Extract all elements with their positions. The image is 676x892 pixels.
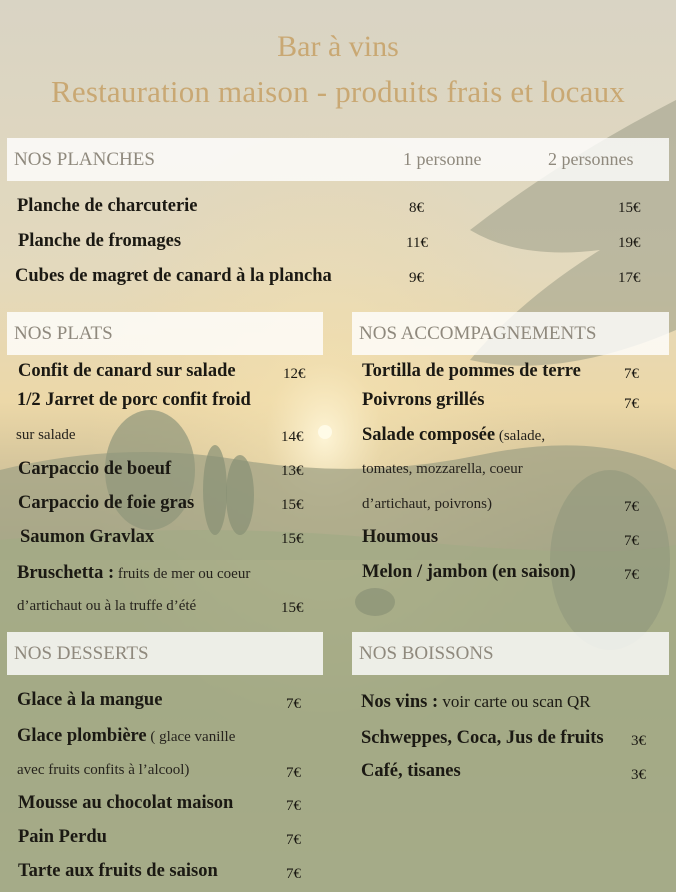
section-header-accompagnements <box>352 312 669 355</box>
glace-plombiere-price: 7€ <box>286 765 301 781</box>
tarte-fruits-price: 7€ <box>286 866 301 882</box>
page-subtitle: Restauration maison - produits frais et locaux <box>51 74 625 109</box>
jarret-porc-price: 14€ <box>281 429 304 445</box>
softs-price: 3€ <box>631 733 646 749</box>
tarte-fruits: Tarte aux fruits de saison <box>18 861 218 881</box>
planche-fromages-price-2: 19€ <box>618 235 641 251</box>
section-title-planches: NOS PLANCHES <box>14 149 155 170</box>
jarret-porc: 1/2 Jarret de porc confit froid <box>17 390 251 410</box>
planche-charcuterie: Planche de charcuterie <box>17 196 198 216</box>
cafe-tisanes-price: 3€ <box>631 767 646 783</box>
glace-plombiere-name: Glace plombière <box>17 726 147 746</box>
salade-composee-continued-1: tomates, mozzarella, coeur <box>362 461 523 477</box>
tortilla-price: 7€ <box>624 366 639 382</box>
section-header-desserts <box>7 632 323 675</box>
carpaccio-boeuf: Carpaccio de boeuf <box>18 459 172 479</box>
confit-canard: Confit de canard sur salade <box>18 361 236 381</box>
page-title: Bar à vins <box>277 30 399 63</box>
bruschetta-name: Bruschetta : <box>17 563 115 583</box>
melon-jambon: Melon / jambon (en saison) <box>362 562 576 582</box>
glace-plombiere-continued: avec fruits confits à l’alcool) <box>17 762 190 778</box>
jarret-porc-continued: sur salade <box>16 427 76 443</box>
glace-mangue-price: 7€ <box>286 696 301 712</box>
salade-composee-price: 7€ <box>624 499 639 515</box>
carpaccio-foie-gras-price: 15€ <box>281 497 304 513</box>
carpaccio-boeuf-price: 13€ <box>281 463 304 479</box>
nos-vins-note: voir carte ou scan QR <box>438 692 591 711</box>
confit-canard-price: 12€ <box>283 366 306 382</box>
planche-fromages-price-1: 11€ <box>406 235 428 251</box>
bruschetta-price: 15€ <box>281 600 304 616</box>
planche-fromages: Planche de fromages <box>18 231 182 251</box>
carpaccio-foie-gras: Carpaccio de foie gras <box>18 493 195 513</box>
saumon-gravlax-price: 15€ <box>281 531 304 547</box>
glace-plombiere-note: ( glace vanille <box>146 729 236 745</box>
planche-charcuterie-price-2: 15€ <box>618 200 641 216</box>
section-title-plats: NOS PLATS <box>14 323 113 344</box>
mousse-chocolat-price: 7€ <box>286 798 301 814</box>
softs: Schweppes, Coca, Jus de fruits <box>361 728 604 748</box>
column-header-2-personnes: 2 personnes <box>548 149 634 169</box>
section-header-plats <box>7 312 323 355</box>
salade-composee <box>362 425 545 446</box>
bruschetta-continued: d’artichaut ou à la truffe d’été <box>17 598 197 614</box>
saumon-gravlax: Saumon Gravlax <box>20 527 155 547</box>
poivrons-grilles-price: 7€ <box>624 396 639 412</box>
tortilla: Tortilla de pommes de terre <box>362 361 581 381</box>
cafe-tisanes: Café, tisanes <box>361 761 461 781</box>
cubes-magret: Cubes de magret de canard à la plancha <box>15 266 332 286</box>
cubes-magret-price-2: 17€ <box>618 270 641 286</box>
column-header-1-personne: 1 personne <box>403 149 482 169</box>
poivrons-grilles: Poivrons grillés <box>362 390 485 410</box>
mousse-chocolat: Mousse au chocolat maison <box>18 793 234 813</box>
salade-composee-name: Salade composée <box>362 425 496 445</box>
cubes-magret-price-1: 9€ <box>409 270 424 286</box>
nos-vins-name: Nos vins : <box>361 692 439 712</box>
planche-charcuterie-price-1: 8€ <box>409 200 424 216</box>
glace-plombiere <box>17 726 235 747</box>
nos-vins <box>361 692 591 713</box>
section-header-planches <box>7 138 669 181</box>
glace-mangue: Glace à la mangue <box>17 690 163 710</box>
section-header-boissons <box>352 632 669 675</box>
salade-composee-continued-2: d’artichaut, poivrons) <box>362 496 492 512</box>
pain-perdu-price: 7€ <box>286 832 301 848</box>
section-title-boissons: NOS BOISSONS <box>359 643 494 664</box>
section-title-accompagnements: NOS ACCOMPAGNEMENTS <box>359 323 597 344</box>
section-title-desserts: NOS DESSERTS <box>14 643 149 664</box>
salade-composee-note: (salade, <box>495 428 546 444</box>
houmous-price: 7€ <box>624 533 639 549</box>
houmous: Houmous <box>362 527 439 547</box>
melon-jambon-price: 7€ <box>624 567 639 583</box>
pain-perdu: Pain Perdu <box>18 827 107 847</box>
bruschetta <box>17 563 250 584</box>
bruschetta-note: fruits de mer ou coeur <box>114 566 251 582</box>
